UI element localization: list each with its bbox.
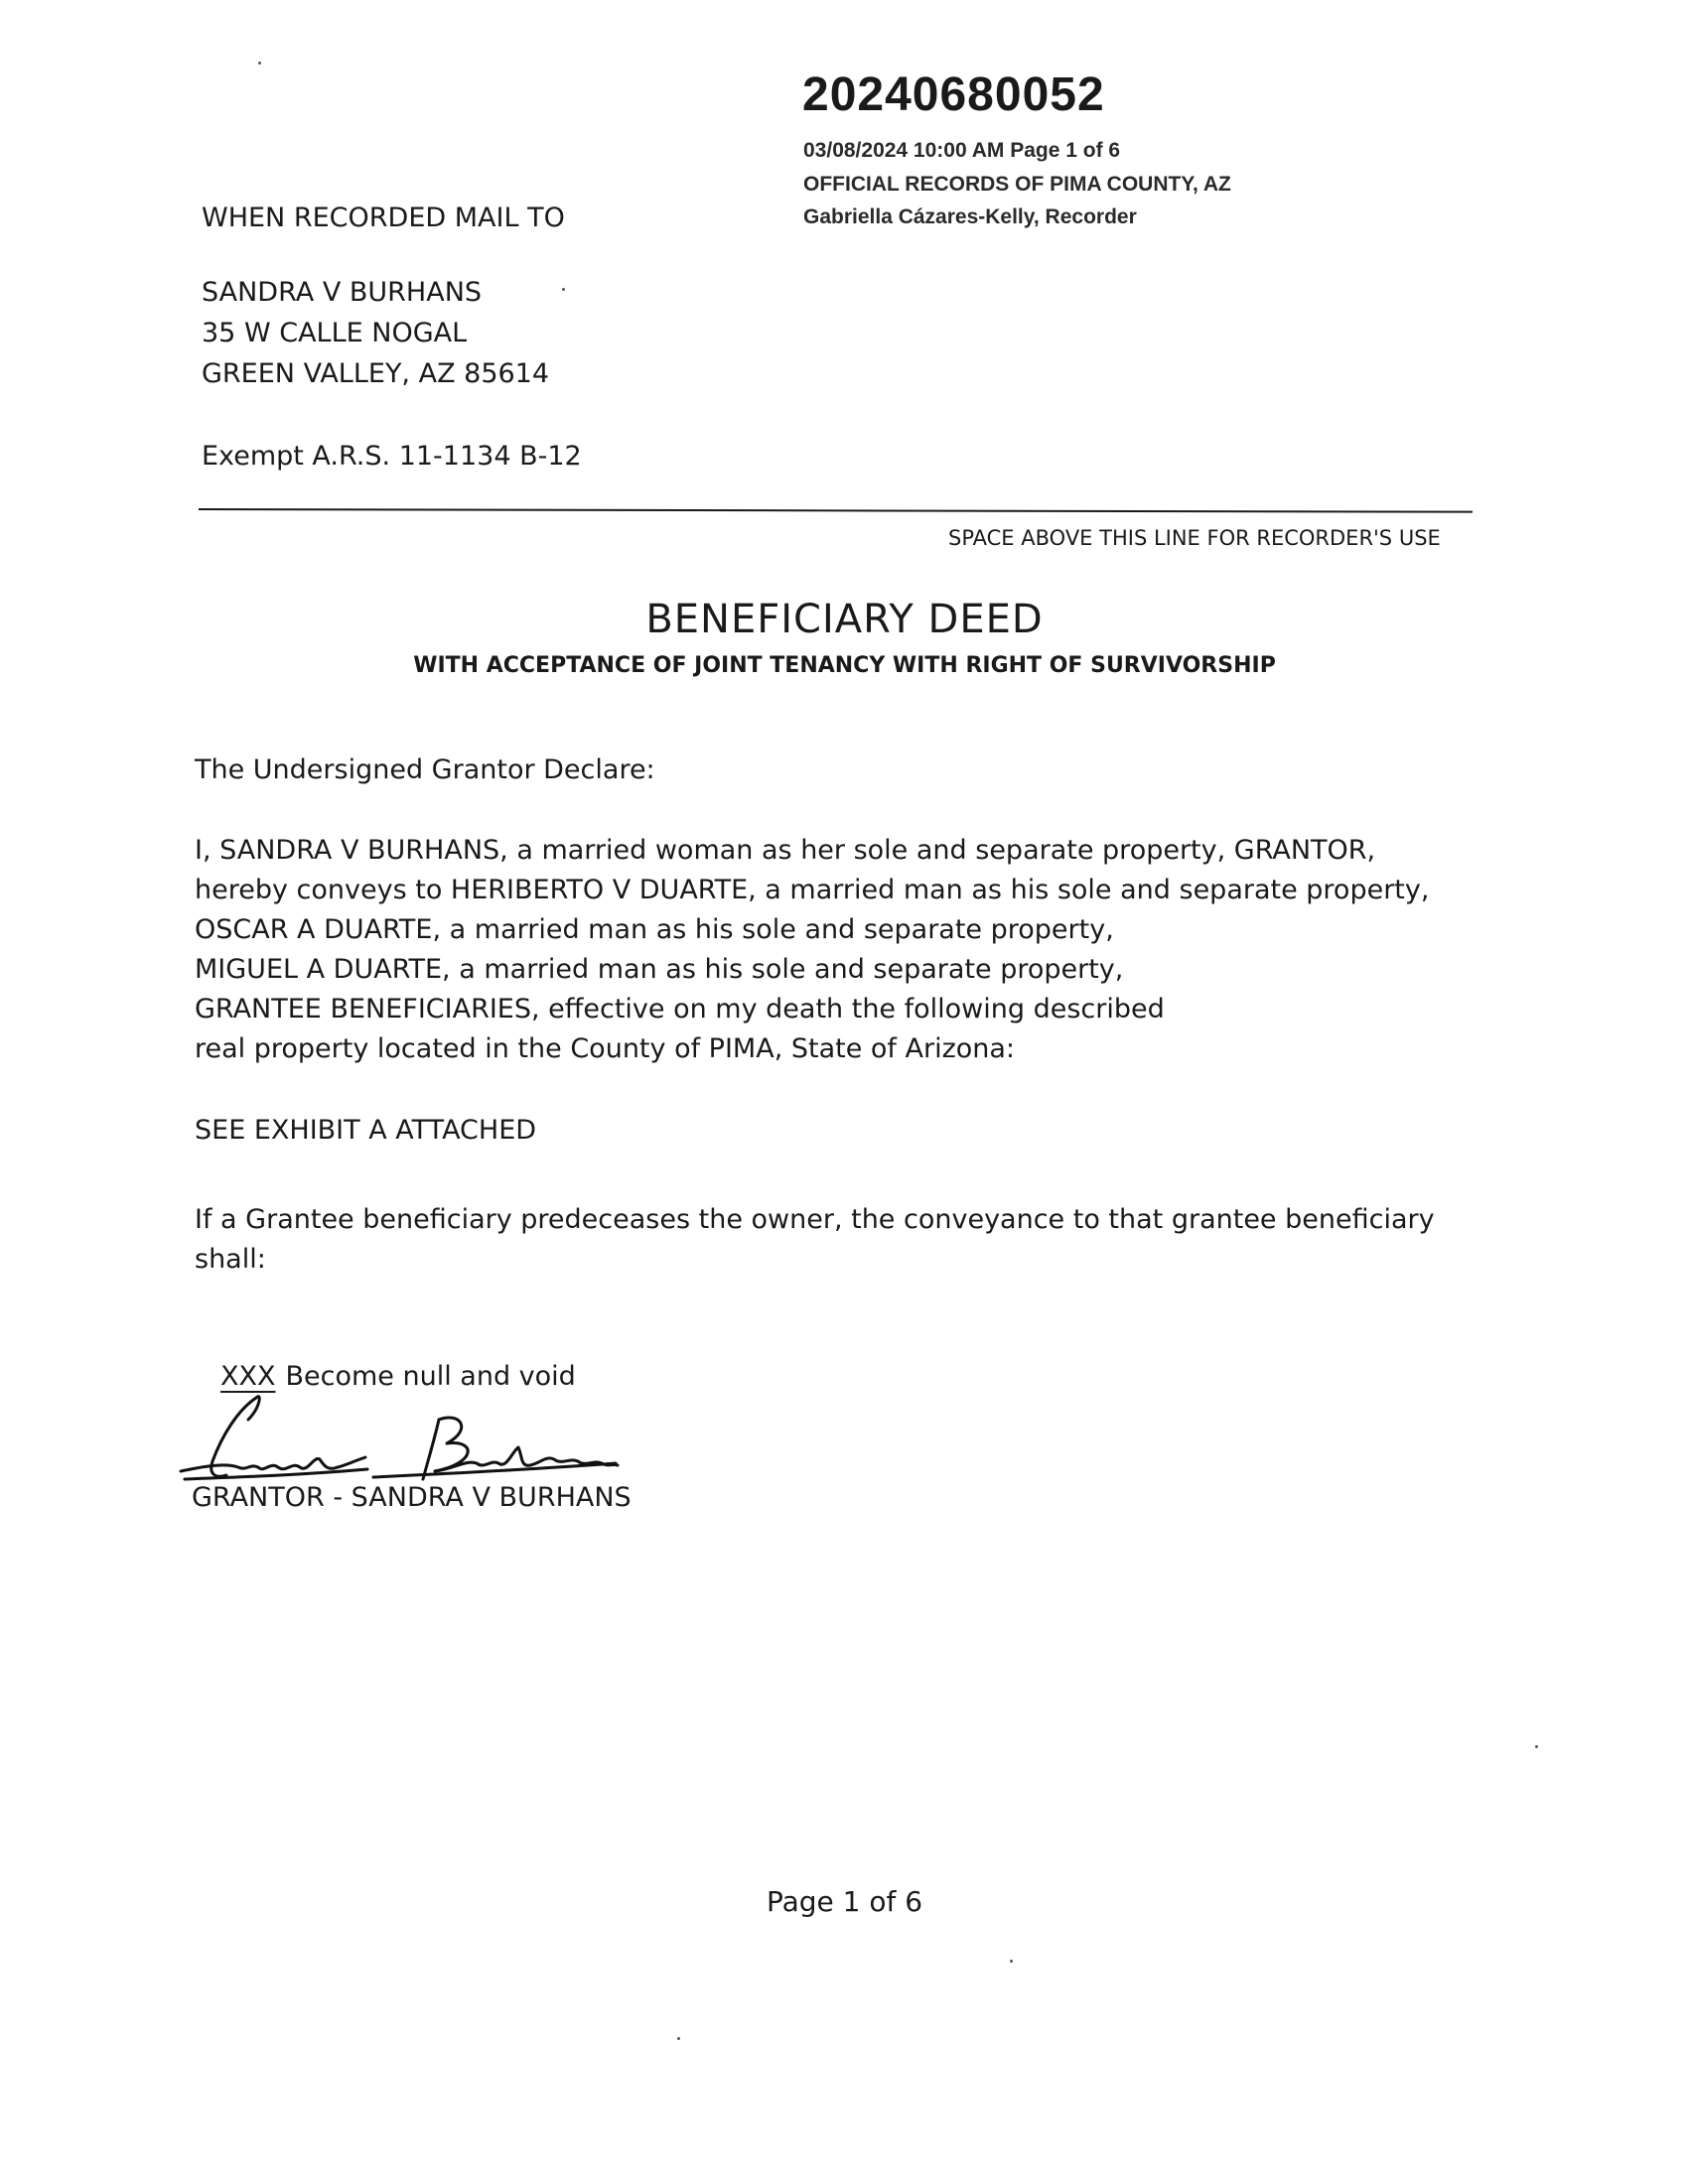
deed-title: BENEFICIARY DEED [645,597,1044,642]
mail-to-heading: WHEN RECORDED MAIL TO [202,203,565,233]
grantor-declaration: The Undersigned Grantor Declare: [195,754,655,785]
recording-office: OFFICIAL RECORDS OF PIMA COUNTY, AZ [803,173,1231,196]
mail-to-city: GREEN VALLEY, AZ 85614 [202,358,550,389]
scan-speck [1535,1745,1538,1748]
scan-speck [258,62,261,65]
recorder-name: Gabriella Cázares-Kelly, Recorder [803,205,1137,228]
page-number: Page 1 of 6 [766,1885,923,1918]
option-text: Become null and void [285,1361,576,1392]
grantor-signature-label: GRANTOR - SANDRA V BURHANS [192,1482,632,1513]
deed-subtitle: WITH ACCEPTANCE OF JOINT TENANCY WITH RIGHT OF SURVIVORSHIP [413,653,1276,678]
mail-to-name: SANDRA V BURHANS [202,277,483,308]
conveyance-line: real property located in the County of PIMA, State of Arizona: [195,1033,1016,1064]
predecease-option [195,1363,576,1390]
exemption-note: Exempt A.R.S. 11-1134 B-12 [202,441,582,472]
recorder-divider-line [199,508,1473,513]
scan-speck [677,2037,680,2040]
conveyance-line: hereby conveys to HERIBERTO V DUARTE, a married man as his sole and separate property, [195,875,1430,905]
conveyance-line: I, SANDRA V BURHANS, a married woman as her sole and separate property, GRANTOR, [195,835,1376,866]
grantor-signature [179,1390,715,1489]
recorder-use-note: SPACE ABOVE THIS LINE FOR RECORDER'S USE [948,526,1441,550]
conveyance-line: GRANTEE BENEFICIARIES, effective on my death the following described [195,994,1165,1024]
scan-speck [1010,1960,1013,1963]
condition-line: If a Grantee beneficiary predeceases the owner, the conveyance to that grantee beneficiary [195,1204,1435,1235]
document-number: 20240680052 [802,68,1105,121]
conveyance-line: OSCAR A DUARTE, a married man as his sole and separate property, [195,914,1114,945]
condition-line: shall: [195,1244,266,1275]
exhibit-reference: SEE EXHIBIT A ATTACHED [195,1115,537,1146]
conveyance-line: MIGUEL A DUARTE, a married man as his sole and separate property, [195,954,1124,985]
scan-speck [562,288,565,291]
mail-to-street: 35 W CALLE NOGAL [202,318,468,348]
recording-date-time: 03/08/2024 10:00 AM Page 1 of 6 [803,139,1121,162]
option-selection-mark: XXX [220,1361,276,1392]
